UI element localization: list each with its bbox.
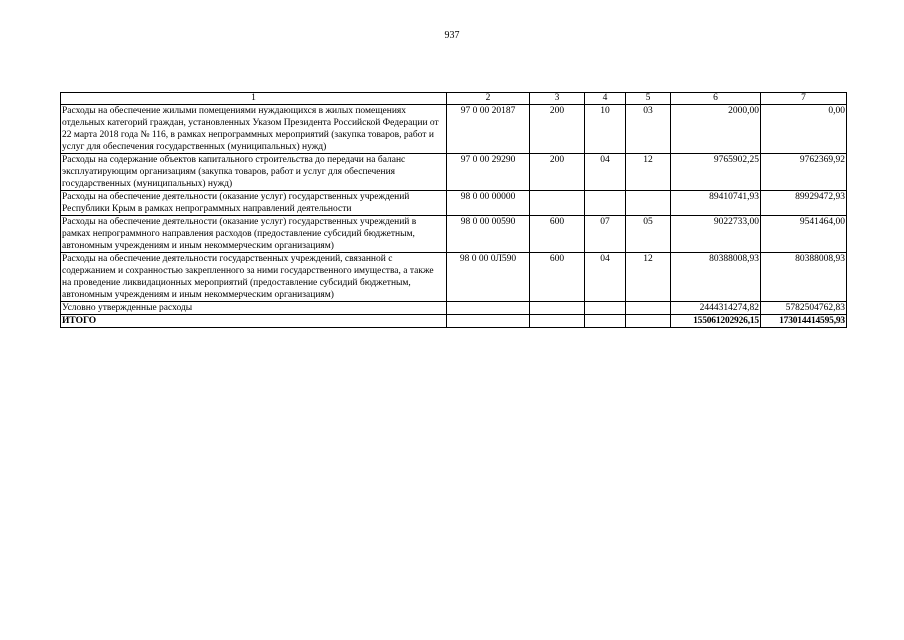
column-header: 1 xyxy=(61,93,447,105)
amount-year-2: 9541464,00 xyxy=(761,216,847,253)
page-number: 937 xyxy=(444,30,460,41)
target-code: 98 0 00 00590 xyxy=(447,216,530,253)
table-row xyxy=(61,216,847,253)
expense-type-code: 200 xyxy=(530,105,585,154)
table-row xyxy=(61,253,847,302)
section-code xyxy=(585,191,626,216)
column-header: 3 xyxy=(530,93,585,105)
table-row xyxy=(61,302,847,315)
target-code: 98 0 00 0Л590 xyxy=(447,253,530,302)
section-code: 04 xyxy=(585,253,626,302)
subsection-code xyxy=(626,302,671,315)
subsection-code xyxy=(626,191,671,216)
amount-year-1: 89410741,93 xyxy=(671,191,761,216)
subsection-code: 05 xyxy=(626,216,671,253)
header-row xyxy=(61,93,847,105)
amount-year-2: 80388008,93 xyxy=(761,253,847,302)
column-header: 5 xyxy=(626,93,671,105)
amount-year-2: 0,00 xyxy=(761,105,847,154)
total-row xyxy=(61,315,847,328)
amount-year-2: 89929472,93 xyxy=(761,191,847,216)
empty-cell xyxy=(530,315,585,328)
subsection-code: 03 xyxy=(626,105,671,154)
section-code: 10 xyxy=(585,105,626,154)
column-header: 2 xyxy=(447,93,530,105)
target-code: 97 0 00 20187 xyxy=(447,105,530,154)
expense-name: Расходы на обеспечение жилыми помещениями нуждающихся в жилых помещениях отдельных категорий граждан, установленных Указом Президента Российской Федерации от 22 марта 2018 года № 116, в рамках непрограммных мероприятий (закупка товаров, работ и услуг для обеспечения государственных (муниципальных) нужд) xyxy=(61,105,447,154)
total-label: ИТОГО xyxy=(61,315,447,328)
column-header: 7 xyxy=(761,93,847,105)
expense-name: Расходы на обеспечение деятельности (оказание услуг) государственных учреждений Республики Крым в рамках непрограммных направлений деятельности xyxy=(61,191,447,216)
expense-type-code xyxy=(530,191,585,216)
empty-cell xyxy=(585,315,626,328)
target-code: 98 0 00 00000 xyxy=(447,191,530,216)
expense-type-code: 600 xyxy=(530,216,585,253)
expense-type-code: 200 xyxy=(530,154,585,191)
total-amount-year-2: 173014414595,93 xyxy=(761,315,847,328)
column-header: 4 xyxy=(585,93,626,105)
empty-cell xyxy=(626,315,671,328)
expense-name: Расходы на содержание объектов капитального строительства до передачи на баланс эксплуатирующим организациям (закупка товаров, работ и услуг для обеспечения государственных (муниципальных) нужд) xyxy=(61,154,447,191)
amount-year-1: 80388008,93 xyxy=(671,253,761,302)
column-header: 6 xyxy=(671,93,761,105)
expense-type-code xyxy=(530,302,585,315)
budget-table xyxy=(60,92,847,328)
amount-year-1: 2444314274,82 xyxy=(671,302,761,315)
section-code xyxy=(585,302,626,315)
empty-cell xyxy=(447,315,530,328)
amount-year-1: 9022733,00 xyxy=(671,216,761,253)
section-code: 07 xyxy=(585,216,626,253)
expense-type-code: 600 xyxy=(530,253,585,302)
amount-year-2: 5782504762,83 xyxy=(761,302,847,315)
subsection-code: 12 xyxy=(626,154,671,191)
expense-name: Расходы на обеспечение деятельности государственных учреждений, связанной с содержанием и сохранностью закрепленного за ними государственного имущества, а также на проведение ликвидационных мероприятий (предоставление субсидий бюджетным, автономным учреждениям и иным некоммерческим организациям) xyxy=(61,253,447,302)
subsection-code: 12 xyxy=(626,253,671,302)
section-code: 04 xyxy=(585,154,626,191)
table-row xyxy=(61,191,847,216)
expense-name: Расходы на обеспечение деятельности (оказание услуг) государственных учреждений в рамках непрограммного направления расходов (предоставление субсидий бюджетным, автономным учреждениям и иным некоммерческим организациям) xyxy=(61,216,447,253)
table-row xyxy=(61,105,847,154)
table-row xyxy=(61,154,847,191)
target-code: 97 0 00 29290 xyxy=(447,154,530,191)
expense-name: Условно утвержденные расходы xyxy=(61,302,447,315)
amount-year-1: 2000,00 xyxy=(671,105,761,154)
amount-year-1: 9765902,25 xyxy=(671,154,761,191)
target-code xyxy=(447,302,530,315)
total-amount-year-1: 155061202926,15 xyxy=(671,315,761,328)
amount-year-2: 9762369,92 xyxy=(761,154,847,191)
